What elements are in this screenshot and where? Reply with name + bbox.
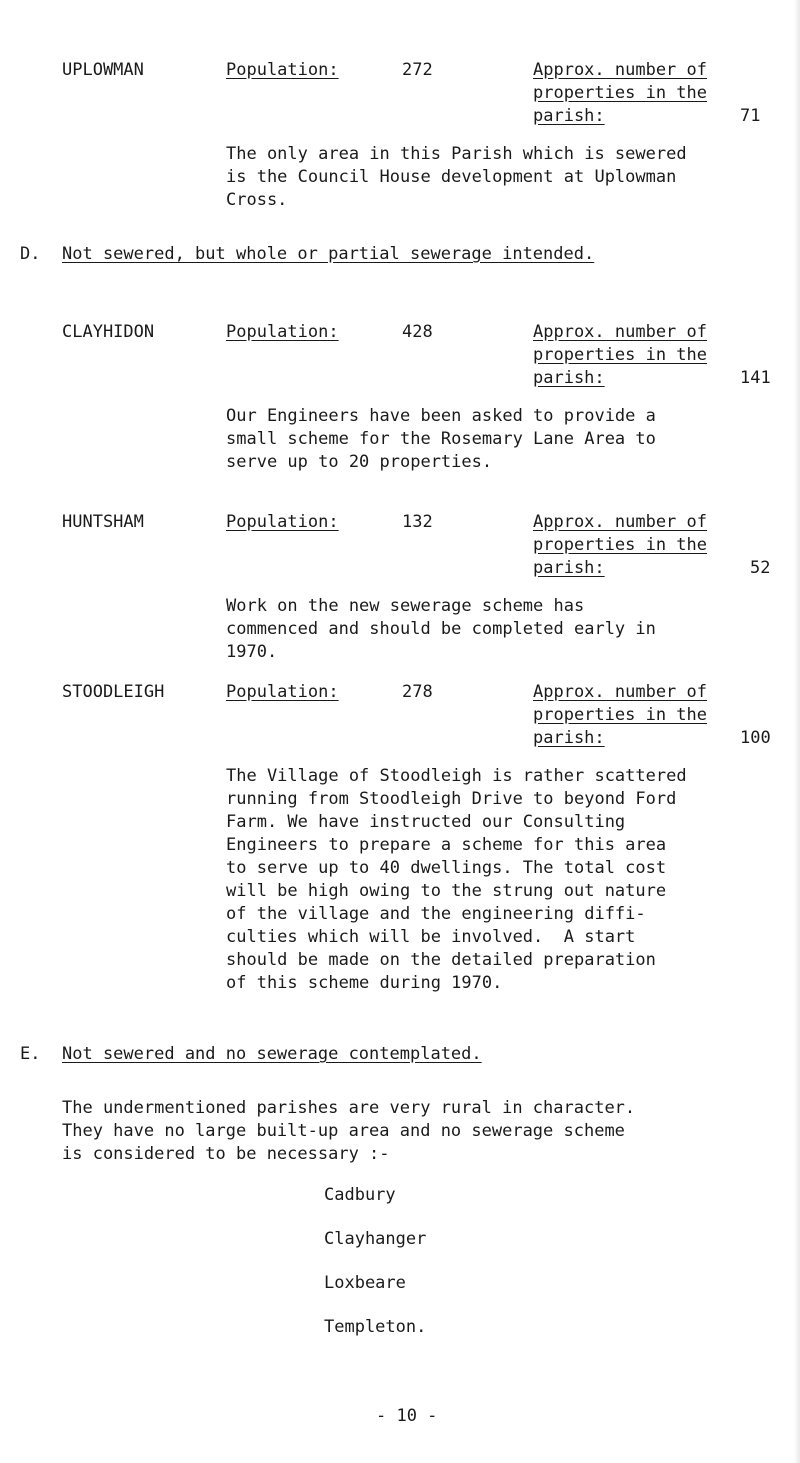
parish-description: Our Engineers have been asked to provide a small scheme for the Rosemary Lane Area to serve up to 20 properties. bbox=[226, 406, 656, 472]
population-value: 132 bbox=[402, 512, 433, 532]
properties-value: 100 bbox=[740, 728, 771, 748]
properties-value: 141 bbox=[740, 368, 771, 388]
parish-name-stoodleigh: STOODLEIGH bbox=[62, 682, 165, 702]
section-letter-d: D. bbox=[20, 244, 41, 264]
properties-label-line2: properties in the bbox=[533, 535, 707, 555]
properties-value: 52 bbox=[750, 558, 771, 578]
population-value: 278 bbox=[402, 682, 433, 702]
properties-value: 71 bbox=[740, 106, 761, 126]
parish-name-clayhidon: CLAYHIDON bbox=[62, 322, 155, 342]
parish-name-huntsham: HUNTSHAM bbox=[62, 512, 144, 532]
page-number: - 10 - bbox=[376, 1406, 438, 1426]
properties-label-line1: Approx. number of bbox=[533, 60, 707, 80]
properties-label-line1: Approx. number of bbox=[533, 682, 707, 702]
section-heading-e: Not sewered and no sewerage contemplated. bbox=[62, 1044, 482, 1064]
population-value: 428 bbox=[402, 322, 433, 342]
population-label: Population: bbox=[226, 512, 339, 532]
parish-description: The only area in this Parish which is sewered is the Council House development at Uplowman Cross. bbox=[226, 144, 687, 210]
properties-label-line1: Approx. number of bbox=[533, 322, 707, 342]
population-label: Population: bbox=[226, 322, 339, 342]
parish-name-uplowman: UPLOWMAN bbox=[62, 60, 144, 80]
section-heading-d: Not sewered, but whole or partial sewerage intended. bbox=[62, 244, 595, 264]
parish-description: The Village of Stoodleigh is rather scattered running from Stoodleigh Drive to beyond Ford Farm. We have instructed our Consulting Engineers to prepare a scheme for this area to serve up to 40 dwellings. The total cost will be high owing to the strung out nature of the village and the engineering diffi- culties which will be involved. A start should be made on the detailed preparation of this scheme during 1970. bbox=[226, 766, 687, 993]
scan-edge-shadow bbox=[794, 0, 800, 1463]
properties-label-line3: parish: bbox=[533, 106, 605, 126]
section-e-intro: The undermentioned parishes are very rural in character. They have no large built-up area and no sewerage scheme is considered to be necessary :- bbox=[62, 1098, 636, 1164]
properties-label-line3: parish: bbox=[533, 728, 605, 748]
properties-label-line3: parish: bbox=[533, 558, 605, 578]
population-value: 272 bbox=[402, 60, 433, 80]
list-item-parish: Templeton. bbox=[324, 1317, 427, 1337]
properties-label-line2: properties in the bbox=[533, 83, 707, 103]
properties-label-line3: parish: bbox=[533, 368, 605, 388]
properties-label-line1: Approx. number of bbox=[533, 512, 707, 532]
parish-description: Work on the new sewerage scheme has commenced and should be completed early in 1970. bbox=[226, 596, 656, 662]
list-item-parish: Clayhanger bbox=[324, 1229, 427, 1249]
population-label: Population: bbox=[226, 682, 339, 702]
properties-label-line2: properties in the bbox=[533, 705, 707, 725]
list-item-parish: Cadbury bbox=[324, 1185, 396, 1205]
list-item-parish: Loxbeare bbox=[324, 1273, 406, 1293]
properties-label-line2: properties in the bbox=[533, 345, 707, 365]
population-label: Population: bbox=[226, 60, 339, 80]
section-letter-e: E. bbox=[20, 1044, 41, 1064]
